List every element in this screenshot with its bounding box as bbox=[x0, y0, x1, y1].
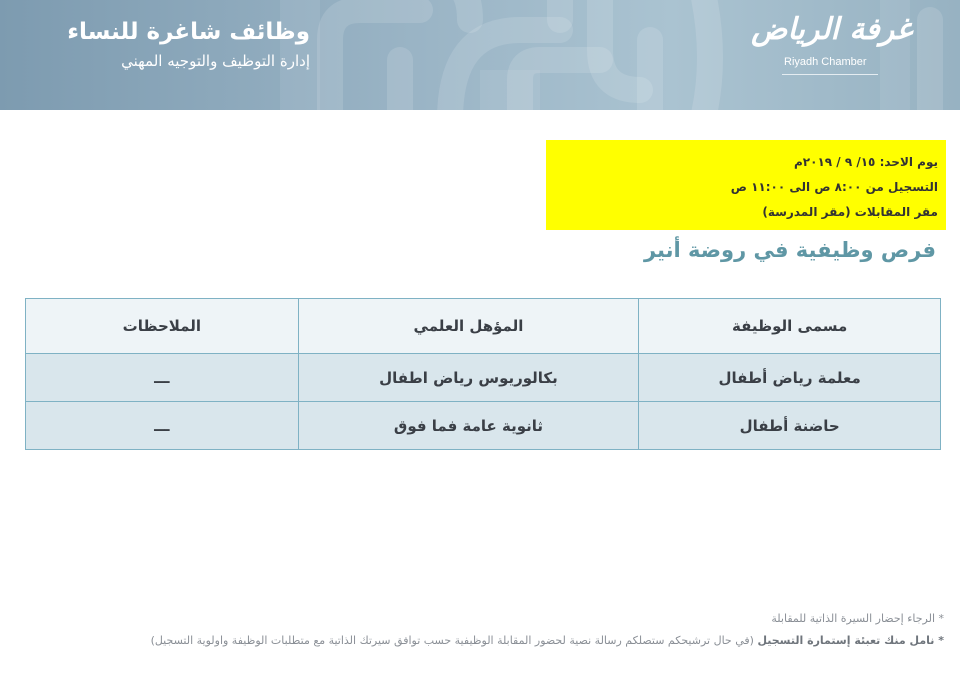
jobs-table bbox=[25, 298, 941, 450]
notes-cell: ـــ bbox=[26, 354, 299, 402]
interview-location: مقر المقابلات (مقر المدرسة) bbox=[762, 205, 938, 219]
job-title-cell: حاضنة أطفال bbox=[639, 402, 941, 450]
notes-cell: ـــ bbox=[26, 402, 299, 450]
job-title-cell: معلمة رياض أطفال bbox=[639, 354, 941, 402]
footer-notes bbox=[14, 608, 944, 652]
page-subtitle: إدارة التوظيف والتوجيه المهني bbox=[121, 52, 310, 70]
note-registration-detail: (في حال ترشيحكم ستصلكم رسالة نصية لحضور المقابلة الوظيفية حسب توافق سيرتك الذاتية مع متطلبات الوظيفة واولوية التسجيل) bbox=[150, 634, 758, 647]
table-row bbox=[26, 402, 941, 450]
logo-arabic-text: غرفة الرياض bbox=[751, 12, 912, 47]
note-registration bbox=[14, 630, 944, 652]
table-row bbox=[26, 354, 941, 402]
page-title: وظائف شاغرة للنساء bbox=[67, 19, 310, 45]
qualification-cell: ثانوية عامة فما فوق bbox=[298, 402, 639, 450]
qualification-cell: بكالوريوس رياض اطفال bbox=[298, 354, 639, 402]
interview-info-box bbox=[546, 140, 946, 230]
logo-english-text: Riyadh Chamber bbox=[784, 56, 867, 68]
logo-underline bbox=[782, 74, 878, 75]
interview-date: يوم الاحد: ١٥/ ٩ / ٢٠١٩م bbox=[794, 155, 938, 169]
table-header-row bbox=[26, 299, 941, 354]
note-registration-bold: * نامل منك تعبئة إستمارة التسجيل bbox=[757, 634, 944, 647]
header-titles bbox=[40, 16, 310, 72]
header-job-title: مسمى الوظيفة bbox=[639, 299, 941, 354]
section-title: فرص وظيفية في روضة أنير bbox=[643, 238, 936, 262]
header-notes: الملاحظات bbox=[26, 299, 299, 354]
header-banner bbox=[0, 0, 960, 110]
registration-time: التسجيل من ٨:٠٠ ص الى ١١:٠٠ ص bbox=[730, 180, 938, 194]
riyadh-chamber-logo bbox=[750, 12, 920, 82]
note-cv: * الرجاء إحضار السيرة الذاتية للمقابلة bbox=[771, 612, 944, 625]
header-qualification: المؤهل العلمي bbox=[298, 299, 639, 354]
